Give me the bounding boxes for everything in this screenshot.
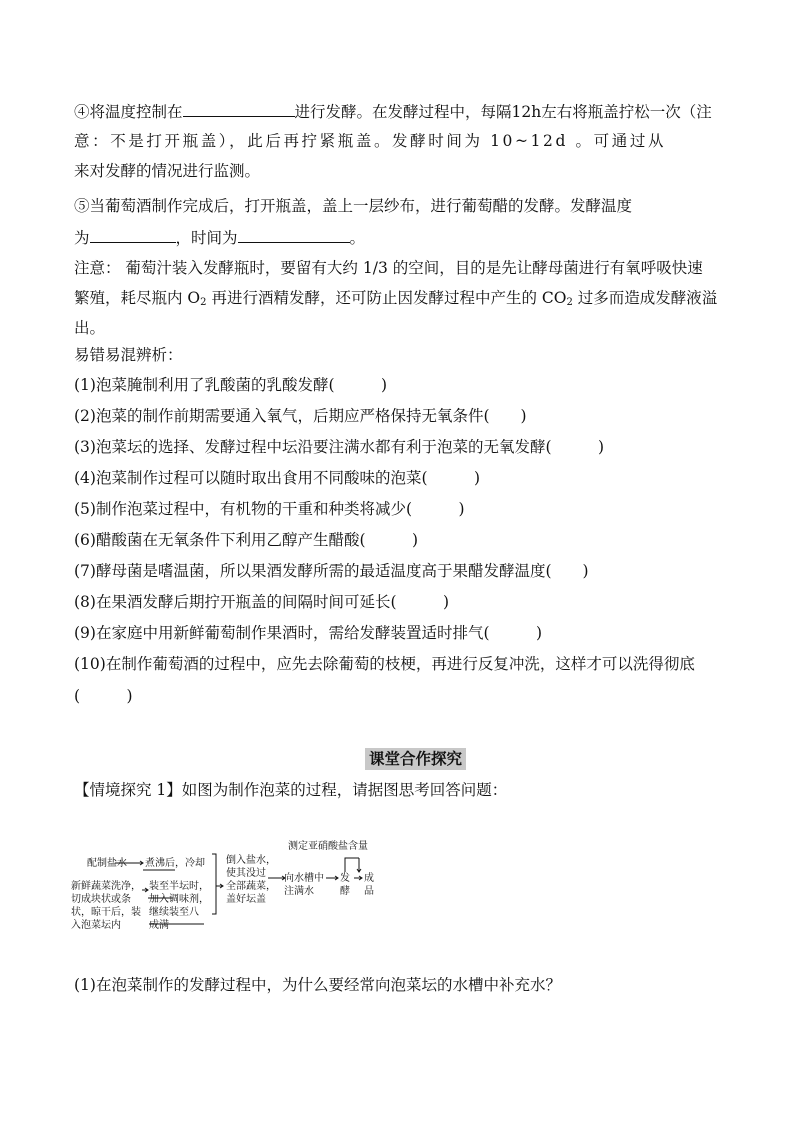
pickle-process-diagram <box>70 836 400 946</box>
label-fill: 装至半坛时， <box>149 881 209 892</box>
bracket <box>345 858 359 872</box>
note-line2 <box>74 288 722 313</box>
label-water: 注满水 <box>284 886 314 897</box>
label-water: 向水槽中 <box>284 873 324 884</box>
quiz-item: (10)在制作葡萄酒的过程中，应先去除葡萄的枝梗，再进行反复冲洗，这样才可以洗得彻底 <box>74 655 695 673</box>
step4-text-a: ④将温度控制在 <box>74 103 183 121</box>
label-product: 品 <box>364 886 374 897</box>
quiz-item: (6)醋酸菌在无氧条件下利用乙醇产生醋酸( ) <box>74 531 419 549</box>
note-line1: 注意： 葡萄汁装入发酵瓶时，要留有大约 1/3 的空间，目的是先让酵母菌进行有氧呼吸快速 <box>74 259 703 277</box>
step4-line2: 意：不是打开瓶盖），此后再拧紧瓶盖。发酵时间为 10~12d 。可通过从 <box>74 132 667 150</box>
quiz-heading: 易错易混辨析： <box>74 346 183 364</box>
scenario-heading: 【情境探究 1】如图为制作泡菜的过程，请据图思考回答问题： <box>74 781 508 799</box>
label-pour: 全部蔬菜， <box>226 881 276 892</box>
label-ferment: 发 <box>340 873 350 884</box>
step5-text-c: 。 <box>349 229 366 247</box>
label-product: 成 <box>364 873 374 884</box>
quiz-item: (3)泡菜坛的选择、发酵过程中坛沿要注满水都有利于泡菜的无氧发酵( ) <box>74 438 605 456</box>
quiz-item-continuation: ( ) <box>74 687 133 705</box>
label-fill: 成满 <box>149 920 169 931</box>
brace <box>212 854 216 914</box>
quiz-item: (7)酵母菌是嗜温菌，所以果酒发酵所需的最适温度高于果醋发酵温度( ) <box>74 562 589 580</box>
step4-text-b: 进行发酵。在发酵过程中，每隔12h左右将瓶盖拧松一次（注 <box>294 103 712 121</box>
quiz-item: (8)在果酒发酵后期拧开瓶盖的间隔时间可延长( ) <box>74 593 450 611</box>
label-pour: 盖好坛盖 <box>226 894 266 905</box>
step5-line2 <box>74 227 722 248</box>
label-veg: 切成块状或条 <box>71 894 131 905</box>
label-fill: 继续装至八 <box>149 907 199 918</box>
quiz-item: (4)泡菜制作过程可以随时取出食用不同酸味的泡菜( ) <box>74 469 481 487</box>
question-1: (1)在泡菜制作的发酵过程中，为什么要经常向泡菜坛的水槽中补充水？ <box>74 976 561 994</box>
label-salt-water: 配制盐水 <box>87 858 127 869</box>
quiz-item: (2)泡菜的制作前期需要通入氧气，后期应严格保持无氧条件( ) <box>74 407 527 425</box>
note-text-a: 繁殖，耗尽瓶内 O <box>74 289 201 307</box>
step4-line3: 来对发酵的情况进行监测。 <box>74 162 261 180</box>
step5-line1: ⑤当葡萄酒制作完成后，打开瓶盖，盖上一层纱布，进行葡萄醋的发酵。发酵温度 <box>74 197 633 215</box>
step4-line1 <box>74 101 722 122</box>
subscript: 2 <box>566 297 573 308</box>
note-line3: 出。 <box>74 319 106 337</box>
label-ferment: 酵 <box>340 886 350 897</box>
quiz-item: (1)泡菜腌制利用了乳酸菌的乳酸发酵( ) <box>74 376 388 394</box>
label-pour: 使其没过 <box>226 868 266 879</box>
label-pour: 倒入盐水， <box>226 855 276 866</box>
label-fill: 加入调味剂， <box>149 894 209 905</box>
label-veg: 状，晾干后，装 <box>71 907 141 918</box>
label-measure-nitrite: 测定亚硝酸盐含量 <box>288 841 368 852</box>
subscript: 2 <box>200 297 207 308</box>
step5-text-b: ，时间为 <box>175 229 238 247</box>
quiz-item: (5)制作泡菜过程中，有机物的干重和种类将减少( ) <box>74 500 465 518</box>
answer-blank[interactable] <box>238 227 350 243</box>
answer-blank[interactable] <box>183 101 295 117</box>
label-boil-cool: 煮沸后，冷却 <box>145 858 205 869</box>
note-text-c: 过多而造成发酵液溢 <box>572 289 718 307</box>
answer-blank[interactable] <box>90 227 176 243</box>
step5-text-a: 为 <box>74 229 90 247</box>
label-veg: 入泡菜坛内 <box>71 920 121 931</box>
label-veg: 新鲜蔬菜洗净， <box>71 881 141 892</box>
quiz-item: (9)在家庭中用新鲜葡萄制作果酒时，需给发酵装置适时排气( ) <box>74 624 543 642</box>
section-title: 课堂合作探究 <box>365 748 466 770</box>
note-text-b: 再进行酒精发酵，还可防止因发酵过程中产生的 CO <box>206 289 567 307</box>
